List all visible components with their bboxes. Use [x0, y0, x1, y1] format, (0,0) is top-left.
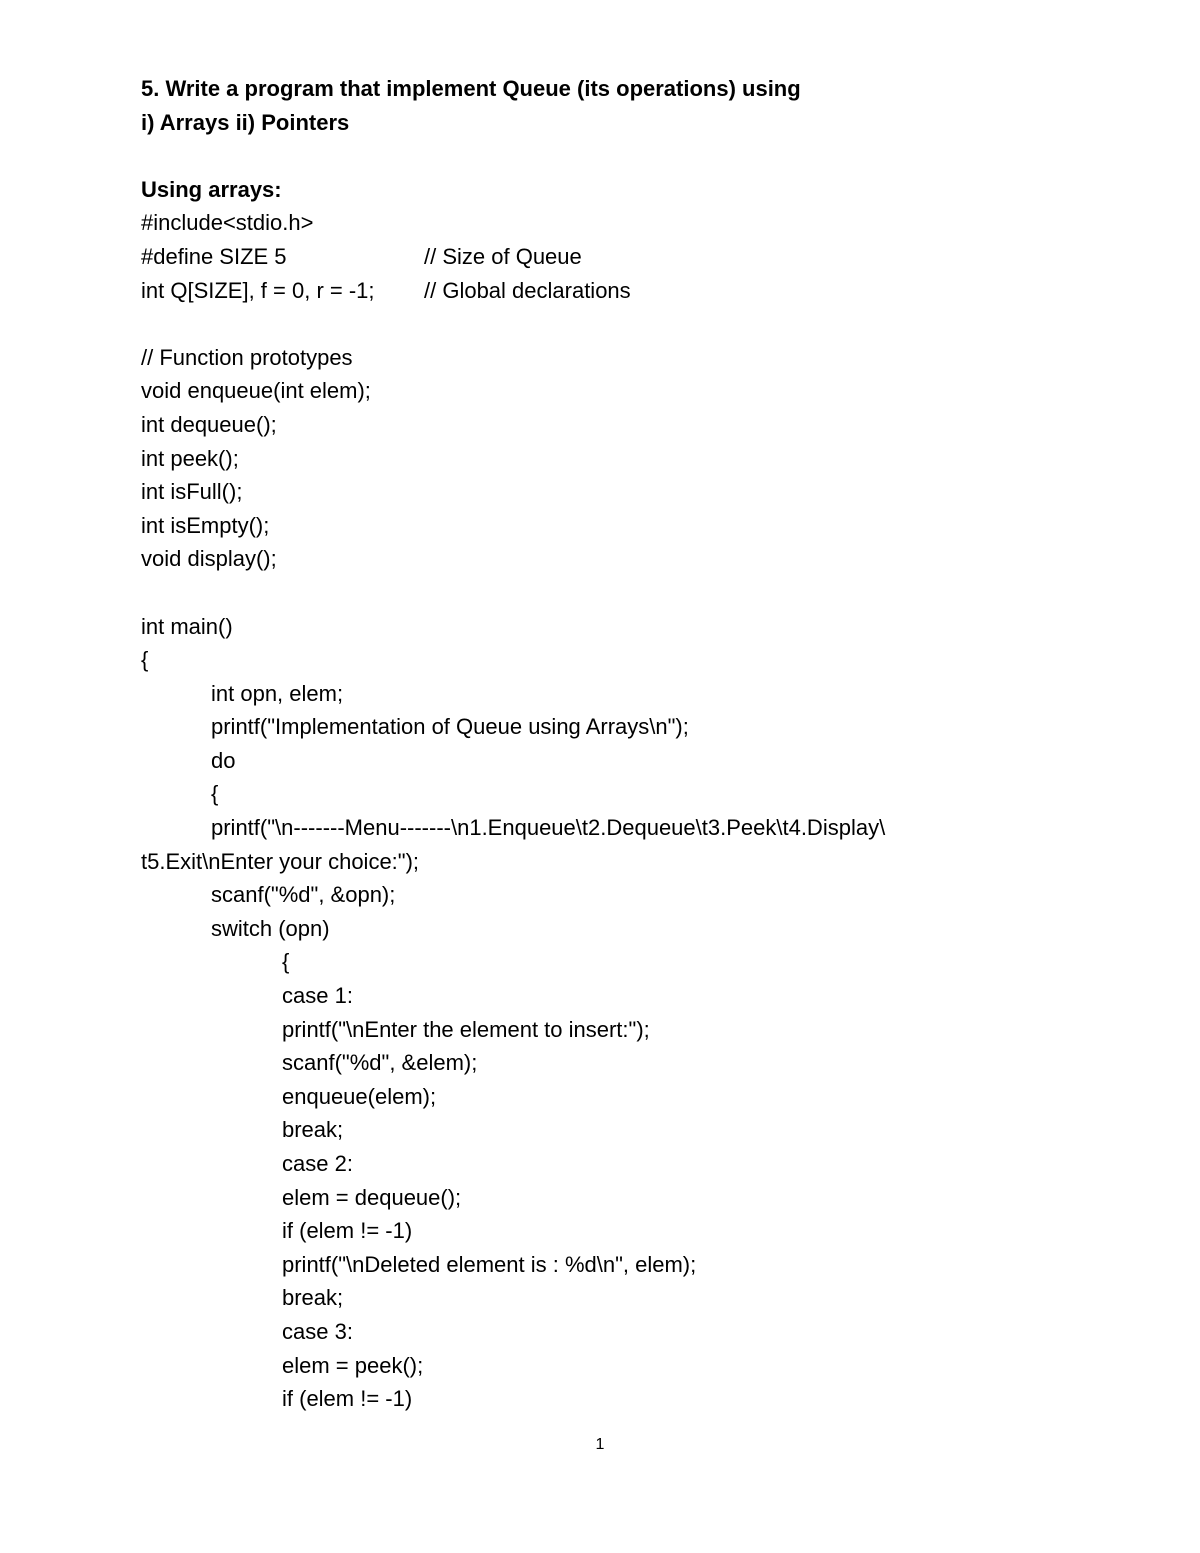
code-proto: int peek(); — [141, 445, 239, 471]
code-declarations: int opn, elem; — [211, 680, 344, 706]
blank-line — [141, 307, 1141, 341]
code-menu-printf-continued: t5.Exit\nEnter your choice:"); — [141, 848, 420, 874]
code-case-line: break; — [282, 1117, 344, 1143]
code-case-line: if (elem != -1) — [282, 1386, 413, 1412]
code-case-line: case 2: — [282, 1151, 353, 1176]
code-case-line: scanf("%d", &elem); — [282, 1050, 478, 1076]
page-number: 1 — [595, 1436, 605, 1453]
code-globals-statement: int Q[SIZE], f = 0, r = -1; — [141, 277, 375, 303]
code-proto: void display(); — [141, 546, 277, 572]
code-proto: void enqueue(int elem); — [141, 378, 371, 404]
code-proto-comment: // Function prototypes — [141, 344, 353, 370]
code-define — [141, 240, 1141, 274]
code-switch-open-brace: { — [282, 949, 290, 975]
code-define-comment: // Size of Queue — [424, 243, 582, 269]
document-body — [141, 72, 1141, 1416]
code-case-line: elem = dequeue(); — [282, 1184, 462, 1210]
code-do-keyword: do — [211, 747, 236, 773]
section-title: Using arrays: — [141, 176, 282, 202]
code-globals-comment: // Global declarations — [424, 277, 631, 303]
code-proto: int isEmpty(); — [141, 512, 270, 538]
blank-line — [141, 139, 1141, 173]
code-case-line: if (elem != -1) — [282, 1218, 413, 1244]
question-heading-line-2: i) Arrays ii) Pointers — [141, 109, 350, 135]
code-case-line: enqueue(elem); — [282, 1083, 437, 1109]
code-switch: switch (opn) — [211, 915, 330, 941]
code-case-line: printf("\nEnter the element to insert:"); — [282, 1016, 650, 1042]
code-case-line: case 3: — [282, 1318, 353, 1344]
code-globals — [141, 274, 1141, 308]
code-do-open-brace: { — [211, 781, 219, 807]
code-include: #include<stdio.h> — [141, 210, 314, 236]
code-scanf-opn: scanf("%d", &opn); — [211, 882, 396, 908]
blank-line — [141, 576, 1141, 610]
code-menu-printf: printf("\n-------Menu-------\n1.Enqueue\t2.Dequeue\t3.Peek\t4.Display\ — [211, 815, 886, 841]
code-printf-intro: printf("Implementation of Queue using Arrays\n"); — [211, 714, 689, 740]
code-case-line: break; — [282, 1285, 344, 1311]
code-proto: int dequeue(); — [141, 411, 277, 437]
code-main-signature: int main() — [141, 613, 233, 639]
code-main-open-brace: { — [141, 647, 149, 673]
question-heading-line-1: 5. Write a program that implement Queue (its operations) using — [141, 76, 801, 101]
code-proto: int isFull(); — [141, 479, 243, 505]
code-case-line: printf("\nDeleted element is : %d\n", elem); — [282, 1251, 697, 1277]
code-define-statement: #define SIZE 5 — [141, 243, 287, 269]
code-case-line: elem = peek(); — [282, 1352, 424, 1378]
code-case-line: case 1: — [282, 983, 353, 1009]
